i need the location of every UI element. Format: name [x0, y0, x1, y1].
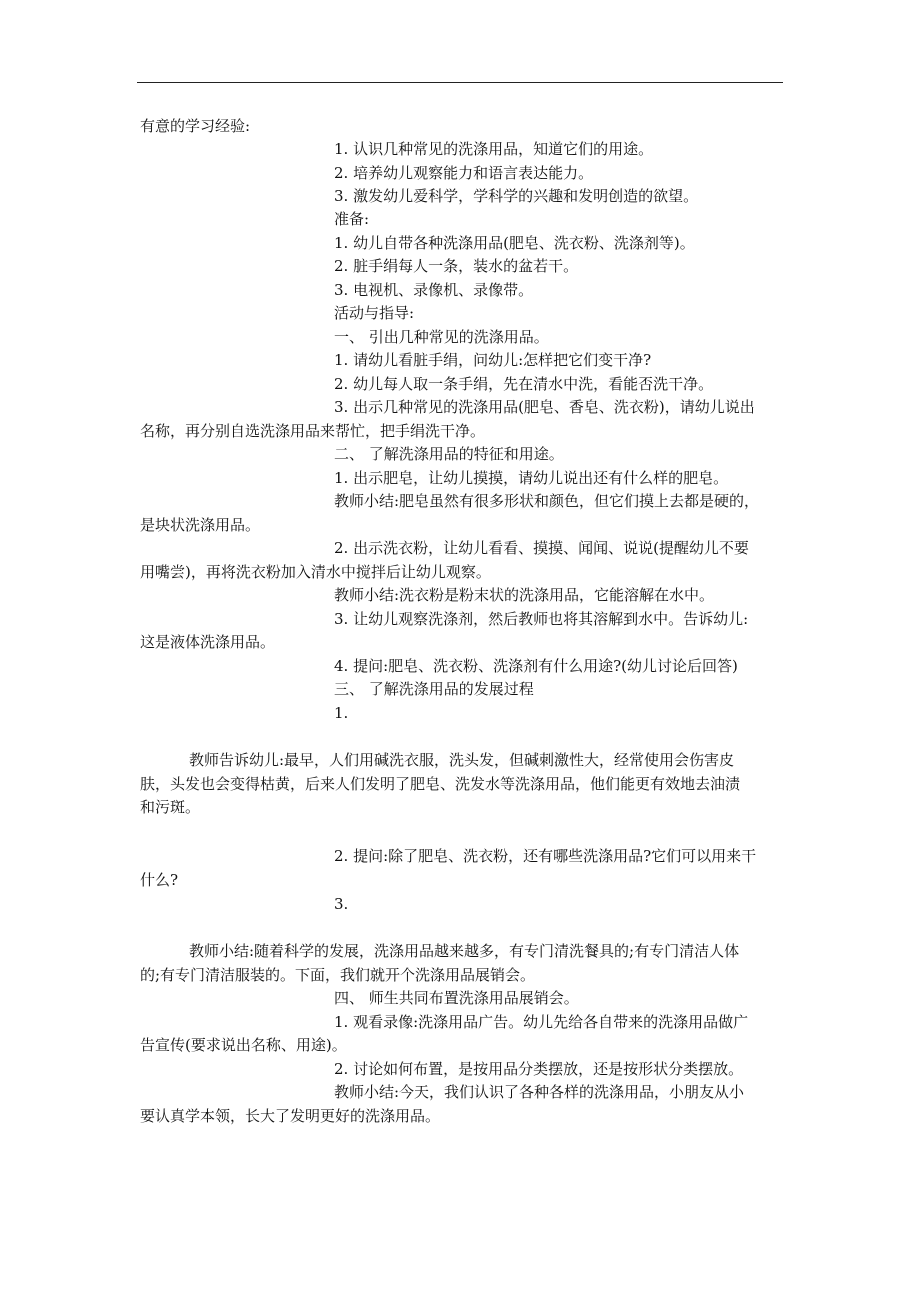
text-line: 1. — [334, 704, 349, 722]
text-line: 1. 幼儿自带各种洗涤用品(肥皂、洗衣粉、洗涤剂等)。 — [334, 234, 695, 252]
text-line: 4. 提问:肥皂、洗衣粉、洗涤剂有什么用途?(幼儿讨论后回答) — [334, 657, 738, 675]
text-line: 1. 认识几种常见的洗涤用品，知道它们的用途。 — [334, 140, 654, 158]
text-line: 是块状洗涤用品。 — [140, 516, 261, 534]
section-heading-learning-experience: 有意的学习经验: — [140, 117, 251, 135]
text-line: 2. 幼儿每人取一条手绢，先在清水中洗，看能否洗干净。 — [334, 375, 714, 393]
text-line: 3. 电视机、录像机、录像带。 — [334, 281, 534, 299]
text-line: 什么? — [140, 871, 179, 889]
text-line: 3. 出示几种常见的洗涤用品(肥皂、香皂、洗衣粉)，请幼儿说出 — [334, 398, 755, 416]
text-line: 1. 请幼儿看脏手绢，问幼儿:怎样把它们变干净? — [334, 351, 652, 369]
text-line: 肤，头发也会变得枯黄，后来人们发明了肥皂、洗发水等洗涤用品，他们能更有效地去油渍 — [140, 775, 741, 793]
text-line: 1. 出示肥皂，让幼儿摸摸，请幼儿说出还有什么样的肥皂。 — [334, 469, 729, 487]
step-heading: 四、 师生共同布置洗涤用品展销会。 — [334, 989, 579, 1007]
text-line: 2. 脏手绢每人一条，装水的盆若干。 — [334, 257, 579, 275]
step-heading: 一、 引出几种常见的洗涤用品。 — [334, 328, 549, 346]
text-line: 教师小结:洗衣粉是粉末状的洗涤用品，它能溶解在水中。 — [334, 586, 715, 604]
section-heading-activities: 活动与指导: — [334, 304, 415, 322]
text-line: 名称，再分别自选洗涤用品来帮忙，把手绢洗干净。 — [140, 422, 486, 440]
text-line: 3. 让幼儿观察洗涤剂，然后教师也将其溶解到水中。告诉幼儿: — [334, 610, 749, 628]
text-line: 用嘴尝)，再将洗衣粉加入清水中搅拌后让幼儿观察。 — [140, 563, 491, 581]
text-line: 2. 出示洗衣粉，让幼儿看看、摸摸、闻闻、说说(提醒幼儿不要 — [334, 539, 749, 557]
text-line: 1. 观看录像:洗涤用品广告。幼儿先给各自带来的洗涤用品做广 — [334, 1013, 749, 1031]
text-line: 教师小结:肥皂虽然有很多形状和颜色，但它们摸上去都是硬的， — [334, 492, 760, 510]
text-line: 2. 培养幼儿观察能力和语言表达能力。 — [334, 164, 594, 182]
section-heading-preparation: 准备: — [334, 210, 370, 228]
text-line: 告宣传(要求说出名称、用途)。 — [140, 1036, 347, 1054]
text-line: 要认真学本领，长大了发明更好的洗涤用品。 — [140, 1107, 441, 1125]
text-line: 2. 讨论如何布置，是按用品分类摆放，还是按形状分类摆放。 — [334, 1060, 744, 1078]
text-line: 2. 提问:除了肥皂、洗衣粉，还有哪些洗涤用品?它们可以用来干 — [334, 847, 757, 865]
step-heading: 三、 了解洗涤用品的发展过程 — [334, 680, 534, 698]
text-line: 3. — [334, 895, 349, 913]
text-line: 教师小结:随着科学的发展，洗涤用品越来越多，有专门清洗餐具的;有专门清洁人体 — [189, 942, 740, 960]
step-heading: 二、 了解洗涤用品的特征和用途。 — [334, 445, 564, 463]
text-line: 和污斑。 — [140, 798, 201, 816]
text-line: 教师告诉幼儿:最早，人们用碱洗衣服，洗头发，但碱刺激性大，经常使用会伤害皮 — [189, 751, 735, 769]
text-line: 的;有专门清洁服装的。下面，我们就开个洗涤用品展销会。 — [140, 966, 536, 984]
text-line: 3. 激发幼儿爱科学，学科学的兴趣和发明创造的欲望。 — [334, 187, 699, 205]
text-line: 教师小结:今天，我们认识了各种各样的洗涤用品，小朋友从小 — [334, 1083, 745, 1101]
text-line: 这是液体洗涤用品。 — [140, 633, 276, 651]
